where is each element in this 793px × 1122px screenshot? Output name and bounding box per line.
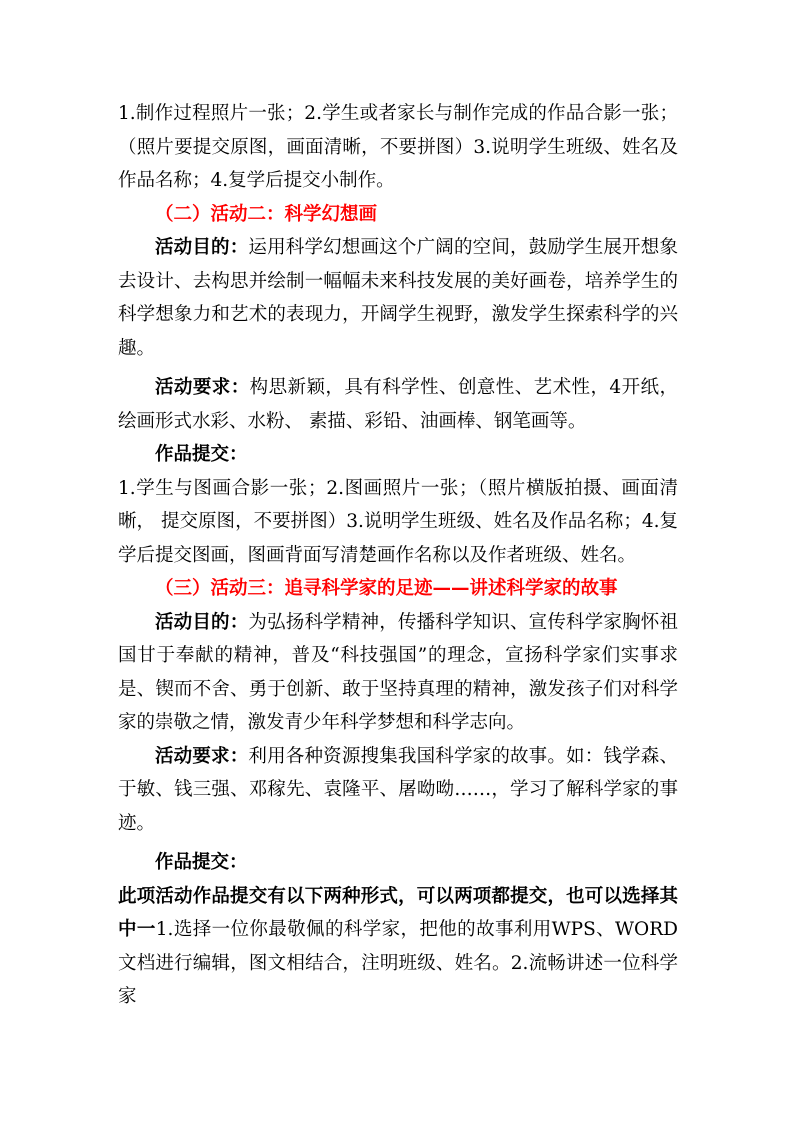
activity3-submission-text — [118, 880, 678, 1014]
activity2-submission-label: 作品提交： — [155, 444, 248, 465]
activity3-requirements — [118, 740, 678, 841]
requirements-text: 利用各种资源搜集我国科学家的故事。如：钱学森、于敏、钱三强、邓稼先、袁隆平、屠呦呦……，学习了解科学家的事迹。 — [118, 745, 678, 834]
requirements-label: 活动要求： — [155, 745, 249, 767]
document-page — [118, 97, 678, 1014]
requirements-text: 构思新颖，具有科学性、创意性、艺术性，4开纸，绘画形式水彩、水粉、 素描、彩铅、油画棒、钢笔画等。 — [118, 377, 678, 432]
purpose-text: 为弘扬科学精神，传播科学知识、宣传科学家胸怀祖国甘于奉献的精神，普及“科技强国”的理念，宣扬科学家们实事求是、锲而不舍、勇于创新、敢于坚持真理的精神，激发孩子们对科学家的崇敬之情，激发青少年科学梦想和科学志向。 — [118, 611, 678, 733]
submission-forms-text: 1.选择一位你最敬佩的科学家，把他的故事利用WPS、WORD文档进行编辑，图文相结合，注明班级、姓名。2.流畅讲述一位科学家 — [118, 919, 678, 1007]
purpose-label: 活动目的： — [155, 237, 249, 258]
requirements-label: 活动要求： — [155, 377, 250, 398]
activity3-heading: （三）活动三：追寻科学家的足迹——讲述科学家的故事 — [155, 578, 618, 599]
activity2-requirements — [118, 371, 678, 438]
activity2-heading: （二）活动二：科学幻想画 — [155, 203, 378, 225]
activity3-purpose — [118, 606, 678, 740]
purpose-label: 活动目的： — [155, 611, 249, 633]
activity3-submission-label: 作品提交： — [155, 852, 248, 873]
submission-forms-intro: 此项活动作品提交有以下两种形式，可以两项都提交，也可以选择其中一 — [118, 885, 678, 940]
activity1-submission-text: 1.制作过程照片一张；2.学生或者家长与制作完成的作品合影一张；（照片要提交原图，画面清晰，不要拼图）3.说明学生班级、姓名及作品名称；4.复学后提交小制作。 — [118, 103, 678, 191]
activity2-purpose — [118, 231, 678, 365]
activity2-submission-text: 1.学生与图画合影一张；2.图画照片一张；（照片横版拍摄、画面清晰， 提交原图，不要拼图）3.说明学生班级、姓名及作品名称；4.复学后提交图画，图画背面写清楚画作名称以及作者班级、姓名。 — [118, 477, 678, 566]
purpose-text: 运用科学幻想画这个广阔的空间，鼓励学生展开想象去设计、去构思并绘制一幅幅未来科技发展的美好画卷，培养学生的科学想象力和艺术的表现力，开阔学生视野，激发学生探索科学的兴趣。 — [118, 237, 678, 359]
